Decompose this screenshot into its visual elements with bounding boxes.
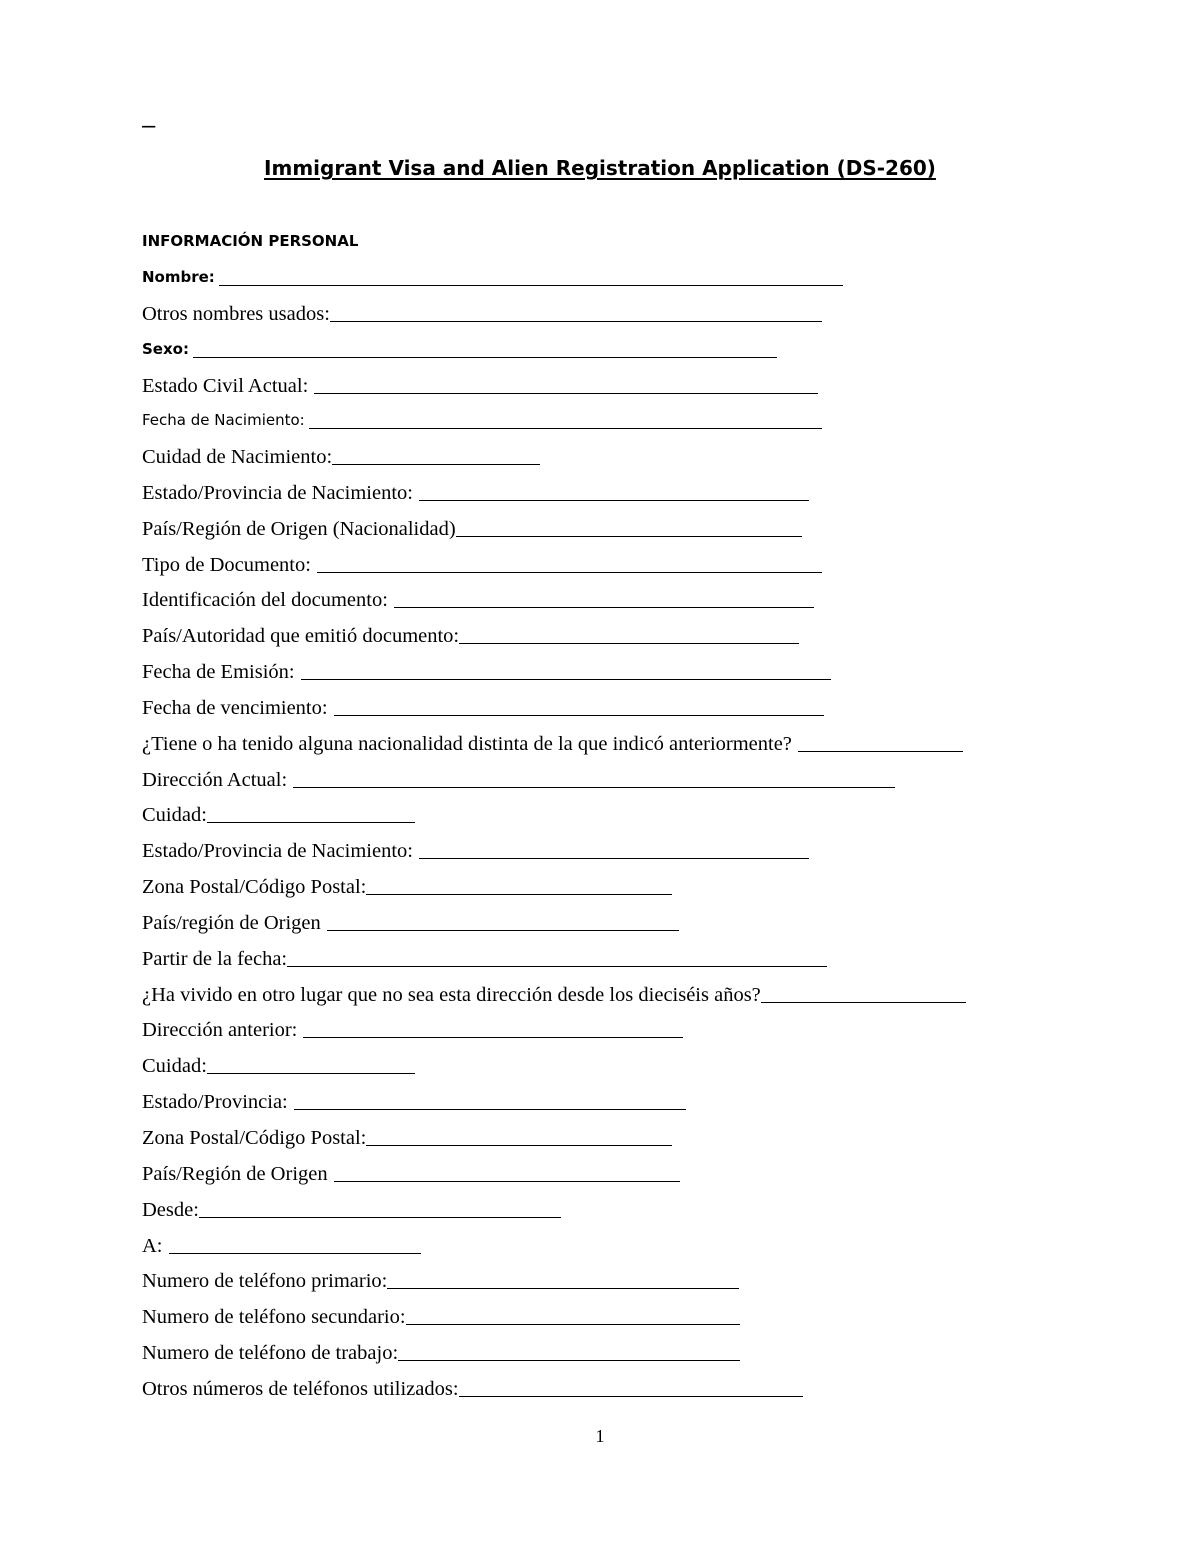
answer-line[interactable]: [419, 500, 809, 501]
answer-line[interactable]: [459, 1396, 803, 1397]
field-row-direccion-actual: [142, 760, 895, 794]
field-label: Sexo:: [142, 340, 189, 358]
field-row-otra-nacionalidad: [142, 724, 963, 758]
answer-line[interactable]: [193, 357, 777, 358]
field-row-estado-provincia: [142, 831, 809, 865]
field-row-nombre: [142, 258, 843, 292]
field-row-fecha-emision: [142, 652, 831, 686]
answer-line[interactable]: [317, 572, 822, 573]
field-label: Estado Civil Actual:: [142, 375, 309, 397]
field-row-sexo: [142, 330, 777, 364]
answer-line[interactable]: [334, 715, 824, 716]
field-row-estado-anterior: [142, 1082, 686, 1116]
answer-line[interactable]: [199, 1217, 561, 1218]
field-row-telefono-primario: [142, 1261, 739, 1295]
field-row-ciudad: [142, 795, 415, 829]
field-row-otros-telefonos: [142, 1369, 803, 1403]
answer-line[interactable]: [456, 536, 802, 537]
page-title: Immigrant Visa and Alien Registration Application (DS-260): [264, 156, 936, 180]
header-dash: –: [142, 112, 156, 139]
answer-line[interactable]: [294, 1109, 686, 1110]
field-row-identificacion: [142, 580, 814, 614]
field-row-ciudad-anterior: [142, 1046, 415, 1080]
answer-line[interactable]: [293, 787, 895, 788]
answer-line[interactable]: [301, 679, 831, 680]
field-row-telefono-trabajo: [142, 1333, 740, 1367]
answer-line[interactable]: [406, 1324, 740, 1325]
answer-line[interactable]: [207, 822, 415, 823]
answer-line[interactable]: [219, 285, 843, 286]
field-label: Tipo de Documento:: [142, 554, 311, 576]
field-label: País/Autoridad que emitió documento:: [142, 625, 460, 647]
answer-line[interactable]: [303, 1037, 683, 1038]
field-label: Numero de teléfono de trabajo:: [142, 1342, 399, 1364]
field-row-codigo-postal: [142, 867, 672, 901]
field-label: Nombre:: [142, 268, 215, 286]
field-label: Cuidad:: [142, 1055, 207, 1077]
field-row-otro-lugar: [142, 975, 966, 1009]
field-row-pais-anterior: [142, 1154, 680, 1188]
field-label: País/región de Origen: [142, 912, 321, 934]
field-label: ¿Ha vivido en otro lugar que no sea esta dirección desde los dieciséis años?: [142, 984, 761, 1006]
section-heading: INFORMACIÓN PERSONAL: [142, 232, 359, 250]
answer-line[interactable]: [332, 464, 540, 465]
field-label: Zona Postal/Código Postal:: [142, 1127, 367, 1149]
answer-line[interactable]: [169, 1253, 421, 1254]
field-label: Cuidad de Nacimiento:: [142, 446, 333, 468]
answer-line[interactable]: [309, 428, 822, 429]
answer-line[interactable]: [394, 607, 814, 608]
field-label: Zona Postal/Código Postal:: [142, 876, 367, 898]
answer-line[interactable]: [459, 643, 799, 644]
field-label: País/Región de Origen: [142, 1163, 328, 1185]
field-row-estado-civil: [142, 366, 818, 400]
field-label: Dirección anterior:: [142, 1019, 298, 1041]
field-label: Fecha de Nacimiento:: [142, 411, 305, 429]
field-label: Estado/Provincia:: [142, 1091, 288, 1113]
answer-line[interactable]: [207, 1073, 415, 1074]
field-label: Fecha de vencimiento:: [142, 697, 328, 719]
field-label: Estado/Provincia de Nacimiento:: [142, 482, 413, 504]
field-row-a: [142, 1226, 421, 1260]
field-label: Estado/Provincia de Nacimiento:: [142, 840, 413, 862]
field-label: A:: [142, 1235, 163, 1257]
field-row-telefono-secundario: [142, 1297, 740, 1331]
answer-line[interactable]: [761, 1002, 966, 1003]
answer-line[interactable]: [314, 393, 818, 394]
field-label: Numero de teléfono primario:: [142, 1270, 388, 1292]
field-label: Otros nombres usados:: [142, 303, 330, 325]
field-label: Otros números de teléfonos utilizados:: [142, 1378, 459, 1400]
field-row-codigo-postal-anterior: [142, 1118, 672, 1152]
answer-line[interactable]: [387, 1288, 739, 1289]
field-label: Dirección Actual:: [142, 769, 288, 791]
field-row-tipo-documento: [142, 545, 822, 579]
page-number: 1: [595, 1426, 605, 1446]
answer-line[interactable]: [366, 1145, 672, 1146]
field-label: ¿Tiene o ha tenido alguna nacionalidad distinta de la que indicó anteriormente?: [142, 733, 792, 755]
answer-line[interactable]: [327, 930, 679, 931]
answer-line[interactable]: [287, 966, 827, 967]
field-row-fecha-nacimiento: [142, 401, 822, 435]
field-row-otros-nombres: [142, 294, 822, 328]
field-row-direccion-anterior: [142, 1010, 683, 1044]
field-row-autoridad: [142, 616, 799, 650]
answer-line[interactable]: [366, 894, 672, 895]
field-label: Desde:: [142, 1199, 199, 1221]
field-label: Numero de teléfono secundario:: [142, 1306, 406, 1328]
field-row-pais-nacionalidad: [142, 509, 802, 543]
field-row-estado-nacimiento: [142, 473, 809, 507]
answer-line[interactable]: [398, 1360, 740, 1361]
field-label: Identificación del documento:: [142, 589, 388, 611]
field-row-fecha-vencimiento: [142, 688, 824, 722]
answer-line[interactable]: [798, 751, 963, 752]
field-label: País/Región de Origen (Nacionalidad): [142, 518, 456, 540]
answer-line[interactable]: [419, 858, 809, 859]
field-label: Partir de la fecha:: [142, 948, 288, 970]
field-label: Fecha de Emisión:: [142, 661, 295, 683]
field-row-ciudad-nacimiento: [142, 437, 540, 471]
field-label: Cuidad:: [142, 804, 207, 826]
answer-line[interactable]: [334, 1181, 680, 1182]
field-row-partir-fecha: [142, 939, 827, 973]
field-row-desde: [142, 1190, 561, 1224]
field-row-pais-origen: [142, 903, 679, 937]
answer-line[interactable]: [330, 321, 822, 322]
